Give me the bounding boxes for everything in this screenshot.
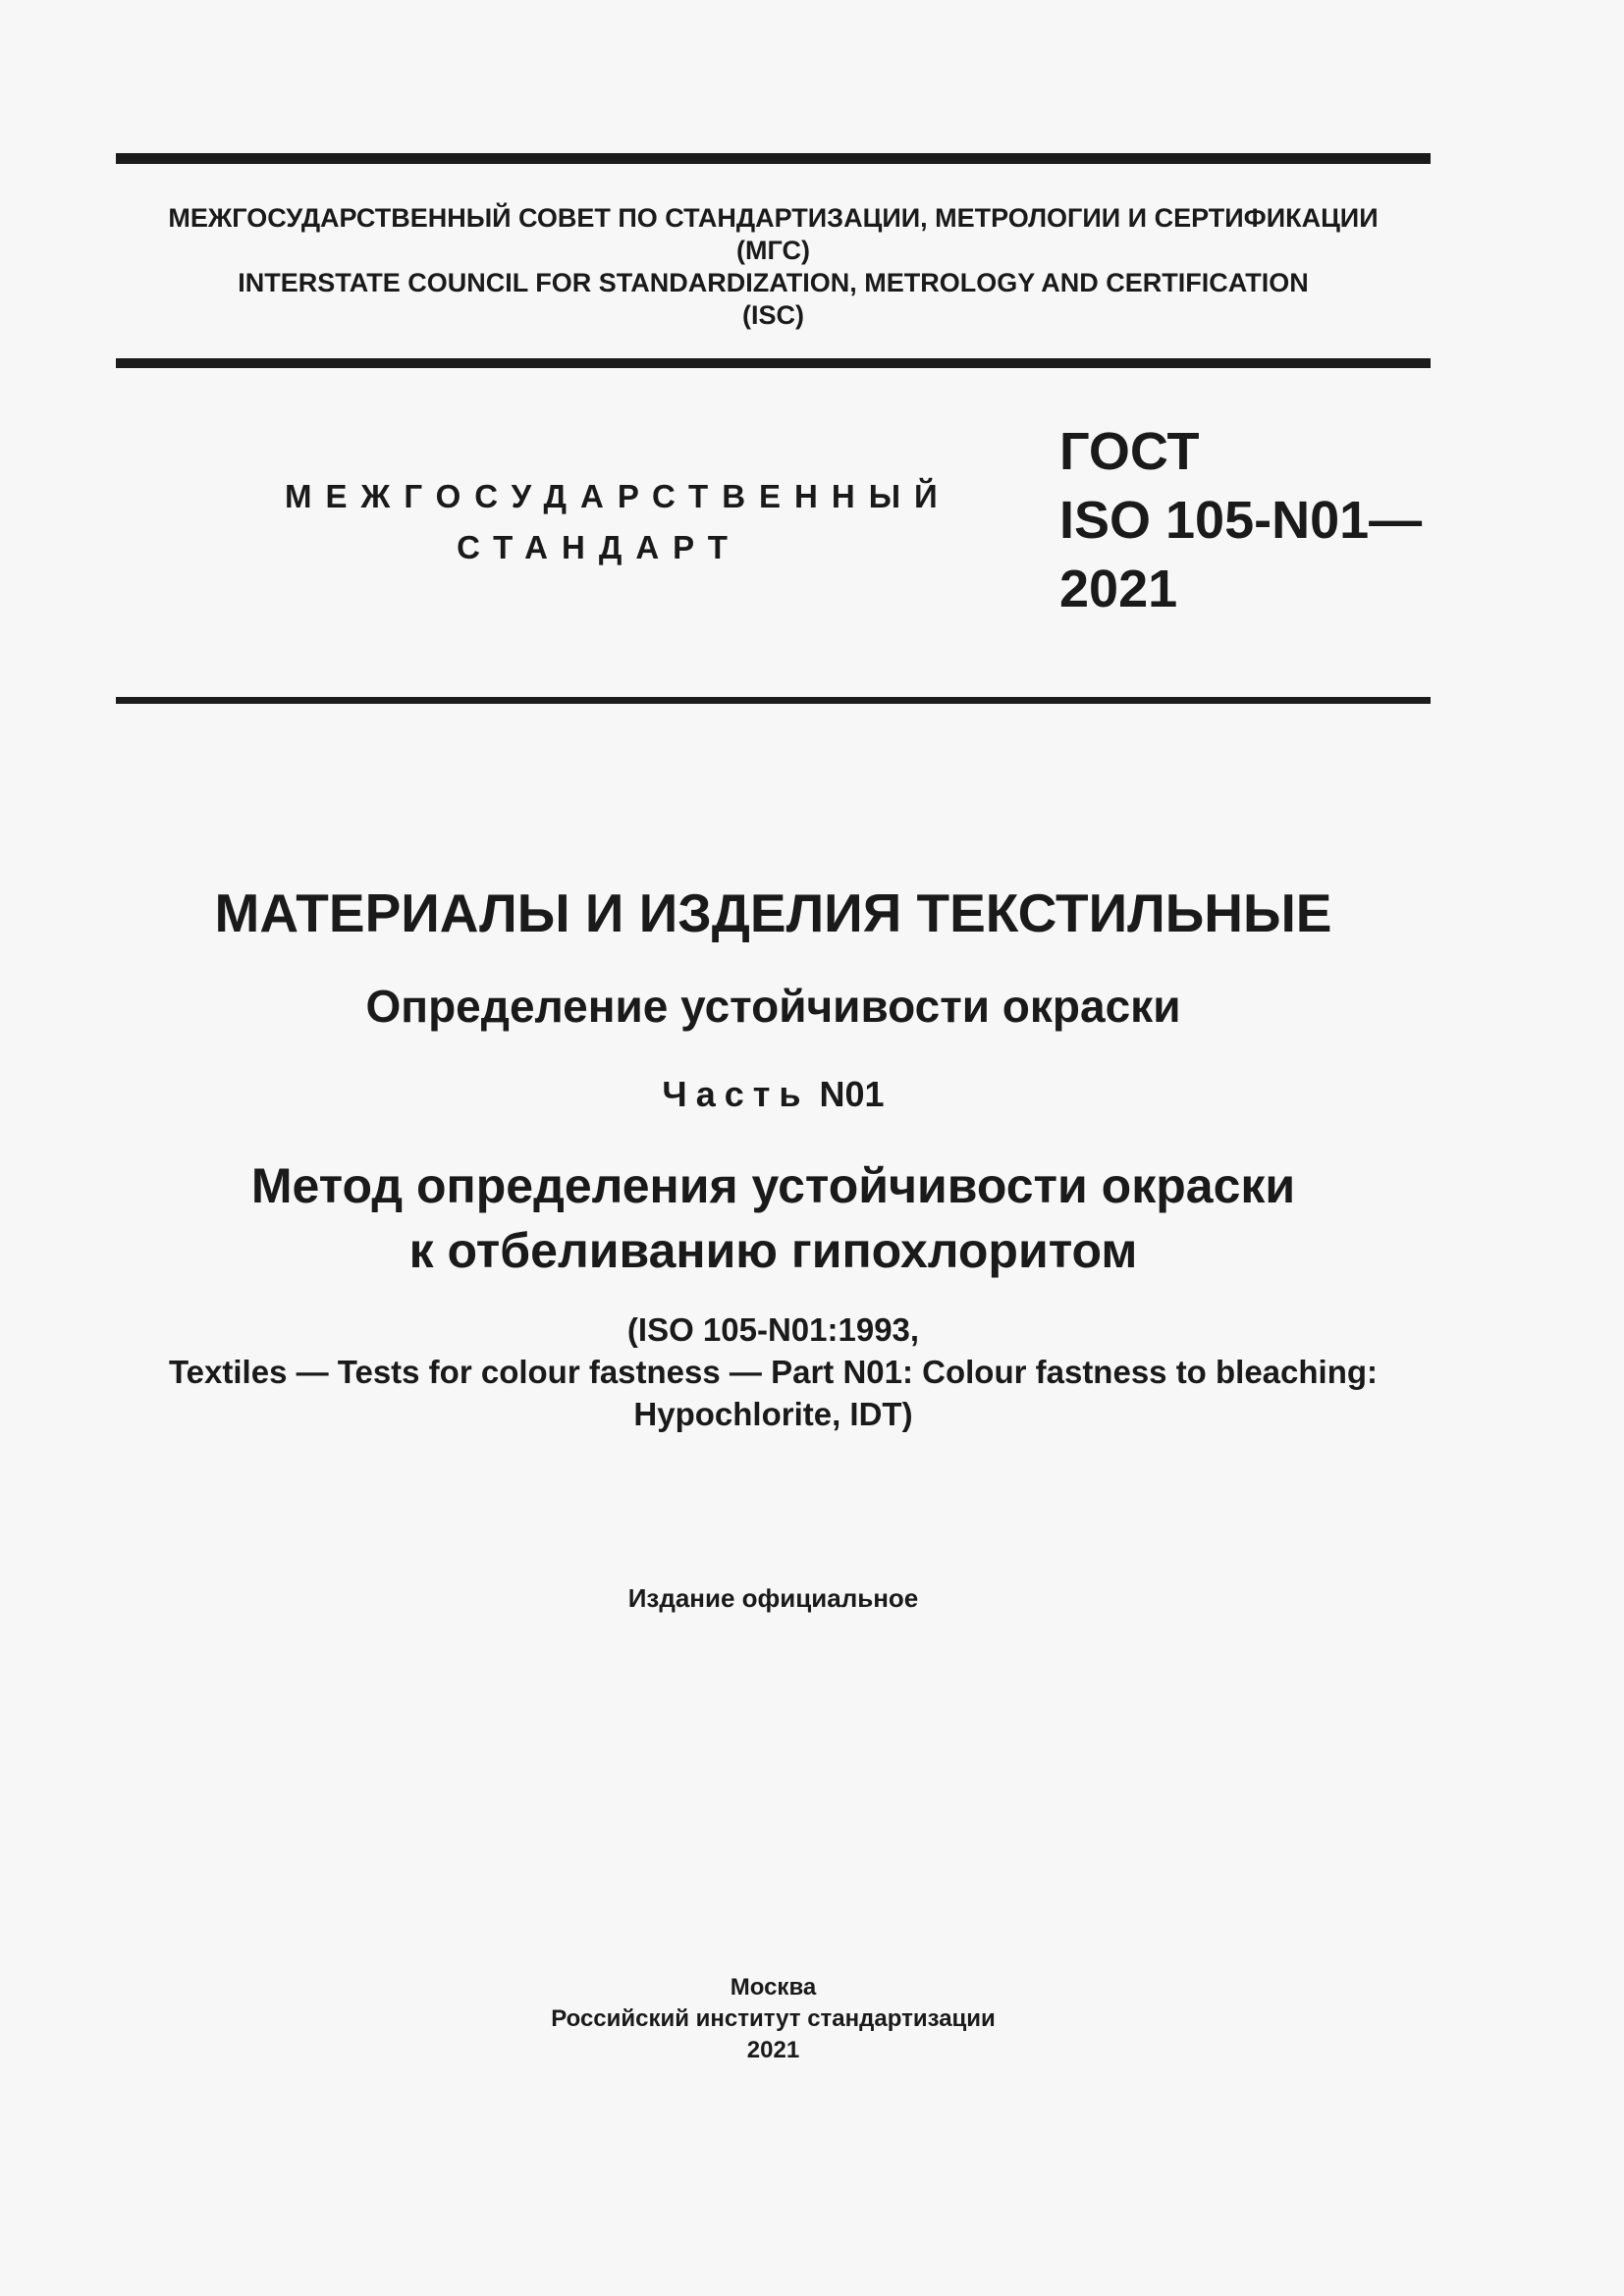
standard-type-line1: МЕЖГОСУДАРСТВЕННЫЙ xyxy=(285,478,951,514)
method-title-line1: Метод определения устойчивости окраски xyxy=(250,1158,1296,1213)
council-abbr-en: (ISC) xyxy=(742,300,804,330)
part-label xyxy=(116,1070,1431,1119)
document-subtitle: Определение устойчивости окраски xyxy=(365,981,1181,1032)
bottom-rule xyxy=(116,697,1431,704)
council-abbr-ru: (МГС) xyxy=(736,236,810,265)
designation-year: 2021 xyxy=(1059,560,1178,618)
standard-designation xyxy=(1059,417,1422,623)
method-title xyxy=(116,1153,1431,1283)
designation-prefix: ГОСТ xyxy=(1059,422,1200,481)
edition-label: Издание официальное xyxy=(627,1583,919,1613)
part-number: N01 xyxy=(819,1074,885,1114)
standard-type-line2: СТАНДАРТ xyxy=(457,529,741,565)
iso-reference-line1: (ISO 105-N01:1993, xyxy=(626,1311,920,1348)
part-word: Часть xyxy=(662,1074,810,1114)
publisher-name: Российский институт стандартизации xyxy=(551,2005,996,2032)
iso-reference xyxy=(116,1308,1431,1435)
publisher-city: Москва xyxy=(730,1974,817,2001)
standard-type xyxy=(285,471,951,573)
council-header xyxy=(116,202,1431,332)
council-name-ru: МЕЖГОСУДАРСТВЕННЫЙ СОВЕТ ПО СТАНДАРТИЗАЦИИ, МЕТРОЛОГИИ И СЕРТИФИКАЦИИ xyxy=(168,203,1379,233)
designation-number: ISO 105-N01— xyxy=(1059,491,1423,550)
top-rule xyxy=(116,153,1431,164)
middle-rule xyxy=(116,358,1431,368)
publisher-year: 2021 xyxy=(746,2037,800,2063)
council-name-en: INTERSTATE COUNCIL FOR STANDARDIZATION, METROLOGY AND CERTIFICATION xyxy=(238,268,1309,297)
iso-reference-line2: Textiles — Tests for colour fastness — Part N01: Colour fastness to bleaching: xyxy=(168,1354,1379,1390)
document-title: МАТЕРИАЛЫ И ИЗДЕЛИЯ ТЕКСТИЛЬНЫЕ xyxy=(214,882,1332,943)
method-title-line2: к отбеливанию гипохлоритом xyxy=(408,1223,1138,1278)
iso-reference-line3: Hypochlorite, IDT) xyxy=(633,1396,913,1432)
publisher-block xyxy=(116,1972,1431,2066)
